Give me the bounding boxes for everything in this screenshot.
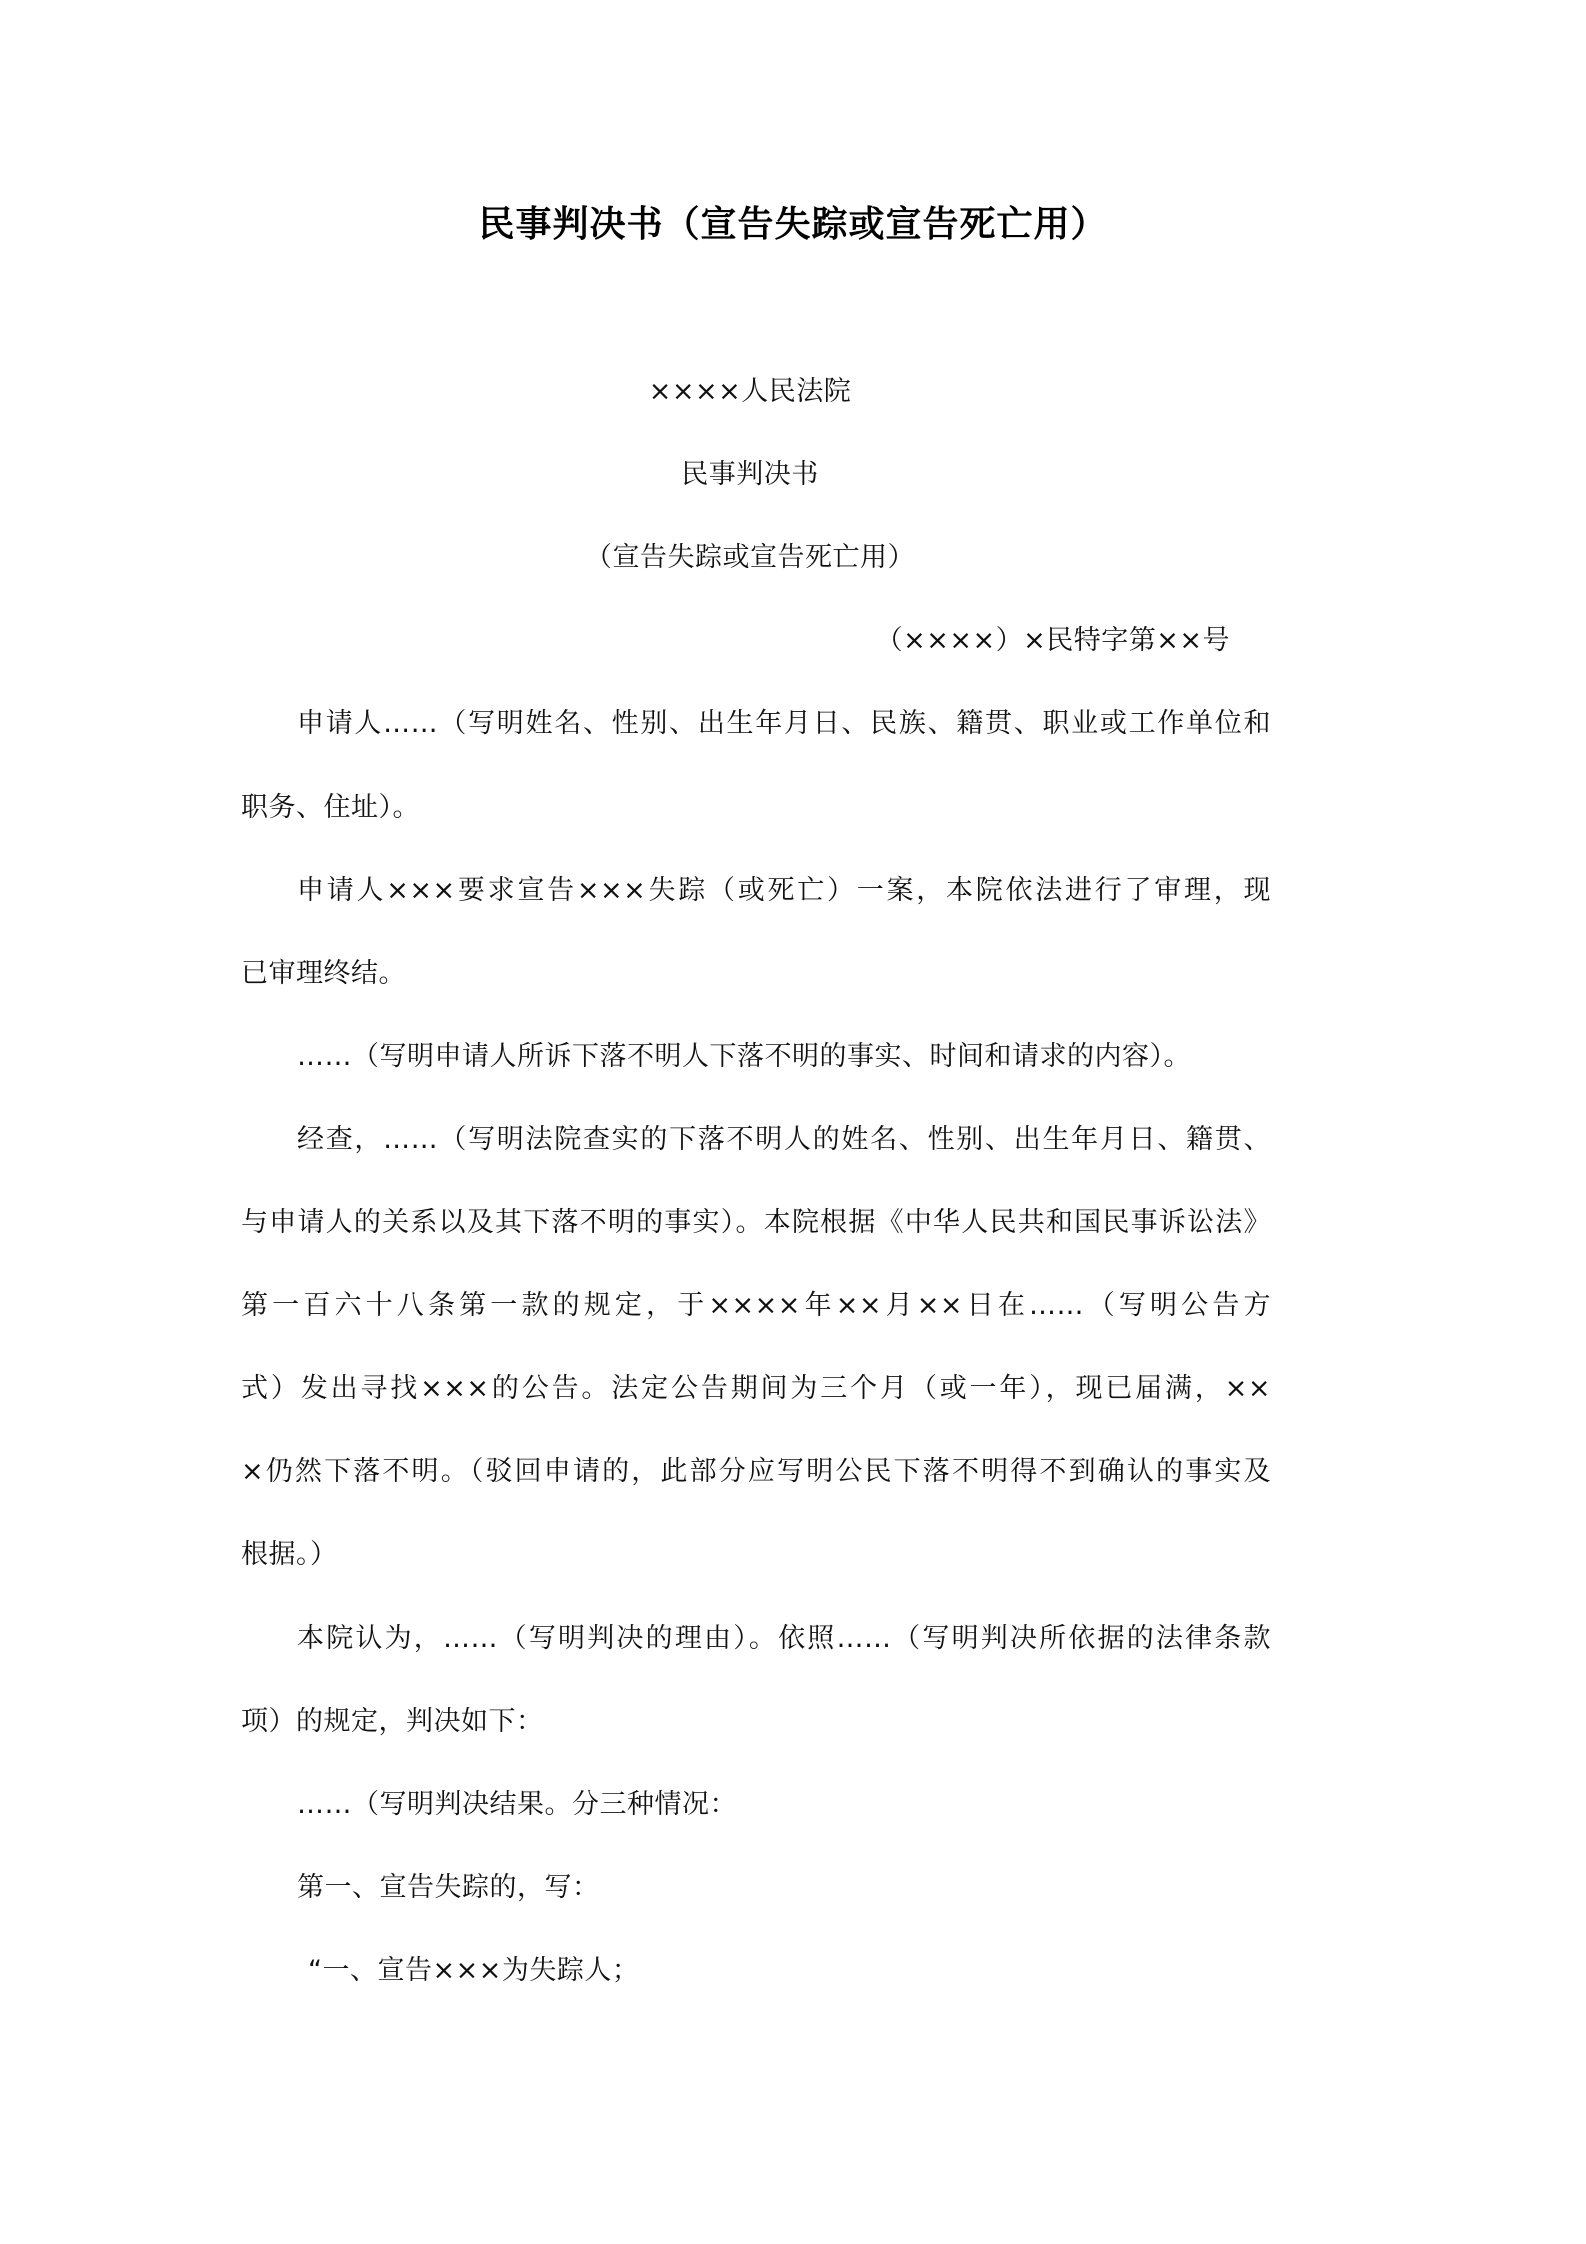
paragraph-line: 根据。） <box>241 1539 338 1570</box>
paragraph-line: 申请人……（写明姓名、性别、出生年月日、民族、籍贯、职业或工作单位和 <box>297 708 1271 739</box>
document-type: 民事判决书 <box>681 459 819 490</box>
document-title: 民事判决书（宣告失踪或宣告死亡用） <box>478 204 1108 245</box>
paragraph-line: 职务、住址）。 <box>241 792 420 823</box>
case-number: （××××）×民特字第××号 <box>875 625 1230 656</box>
court-name: ××××人民法院 <box>648 376 852 407</box>
paragraph-line: 第一、宣告失踪的，写： <box>297 1872 600 1903</box>
paragraph-line: ……（写明申请人所诉下落不明人下落不明的事实、时间和请求的内容）。 <box>297 1041 1191 1072</box>
paragraph-line: 申请人×××要求宣告×××失踪（或死亡）一案，本院依法进行了审理，现 <box>297 875 1271 906</box>
paragraph-line: “一、宣告×××为失踪人； <box>308 1955 640 1986</box>
paragraph-line: 本院认为，……（写明判决的理由）。依照……（写明判决所依据的法律条款 <box>297 1623 1271 1654</box>
paragraph-line: 项）的规定，判决如下： <box>241 1706 544 1737</box>
paragraph-line: ……（写明判决结果。分三种情况： <box>297 1789 737 1820</box>
paragraph-line: ×仍然下落不明。（驳回申请的，此部分应写明公民下落不明得不到确认的事实及 <box>241 1456 1271 1487</box>
paragraph-line: 第一百六十八条第一款的规定，于××××年××月××日在……（写明公告方 <box>241 1290 1271 1321</box>
paragraph-line: 式）发出寻找×××的公告。法定公告期间为三个月（或一年），现已届满，×× <box>241 1373 1271 1404</box>
paragraph-line: 与申请人的关系以及其下落不明的事实）。本院根据《中华人民共和国民事诉讼法》 <box>241 1207 1271 1238</box>
paragraph-line: 经查，……（写明法院查实的下落不明人的姓名、性别、出生年月日、籍贯、 <box>297 1124 1271 1155</box>
document-subtype: （宣告失踪或宣告死亡用） <box>585 542 915 573</box>
paragraph-line: 已审理终结。 <box>241 958 406 989</box>
